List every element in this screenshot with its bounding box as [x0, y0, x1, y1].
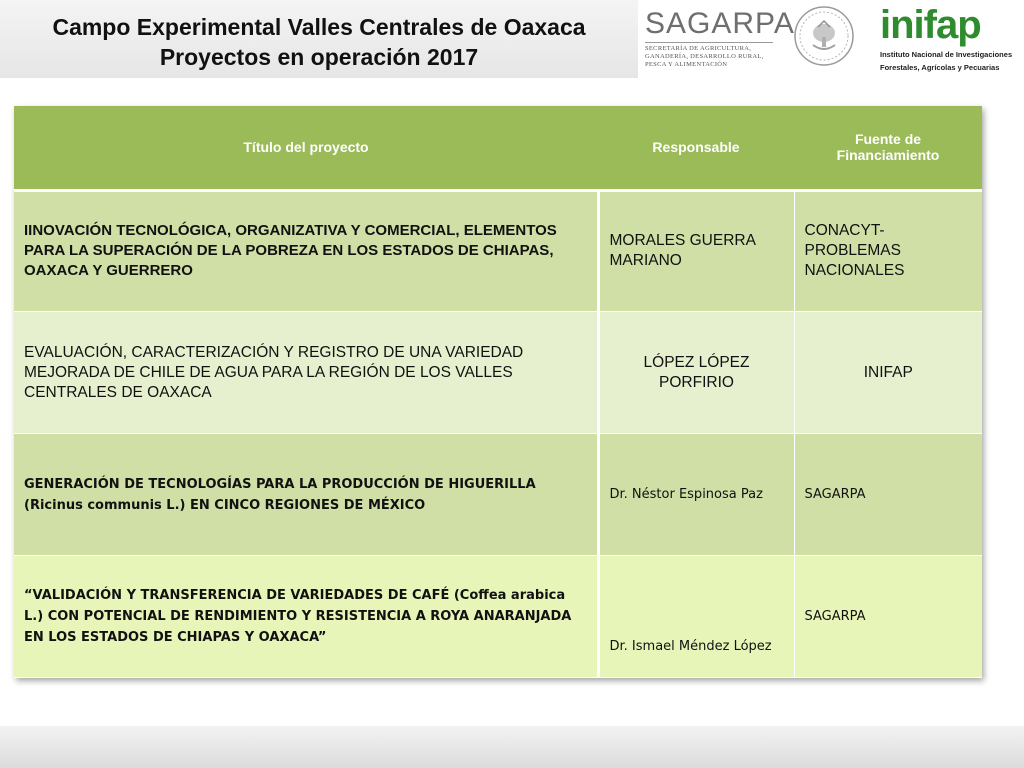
table-row [14, 556, 982, 678]
sagarpa-logo-name: SAGARPA [645, 7, 795, 40]
inifap-logo-subline: Forestales, Agrícolas y Pecuarias [880, 63, 1000, 72]
cell-fuente: SAGARPA [794, 434, 982, 556]
projects-table [14, 106, 982, 678]
sagarpa-logo [645, 7, 795, 72]
page-title: Campo Experimental Valles Centrales de Oaxaca [52, 14, 586, 40]
column-header-responsable: Responsable [598, 106, 794, 190]
mexico-coat-of-arms-icon [793, 5, 855, 67]
sagarpa-logo-subline: PESCA Y ALIMENTACIÓN [645, 61, 728, 68]
table-header-row [14, 106, 982, 190]
inifap-logo-subline: Instituto Nacional de Investigaciones [880, 50, 1013, 59]
cell-responsable: Dr. Ismael Méndez López [598, 556, 794, 678]
sagarpa-logo-rule [645, 42, 773, 43]
table-row [14, 434, 982, 556]
inifap-logo-name: inifap [880, 3, 981, 47]
title-band [0, 0, 638, 78]
column-header-fuente: Fuente de Financiamiento [794, 106, 982, 190]
cell-responsable: LÓPEZ LÓPEZ PORFIRIO [598, 312, 794, 434]
cell-project-title: EVALUACIÓN, CARACTERIZACIÓN Y REGISTRO DE UNA VARIEDAD MEJORADA DE CHILE DE AGUA PARA LA REGIÓN DE LOS VALLES CENTRALES DE OAXACA [14, 312, 598, 434]
cell-project-title: IINOVACIÓN TECNOLÓGICA, ORGANIZATIVA Y COMERCIAL, ELEMENTOS PARA LA SUPERACIÓN DE LA POBREZA EN LOS ESTADOS DE CHIAPAS, OAXACA Y GUERRERO [14, 190, 598, 312]
cell-fuente: INIFAP [794, 312, 982, 434]
sagarpa-logo-subline: GANADERÍA, DESARROLLO RURAL, [645, 53, 764, 60]
cell-fuente: CONACYT- PROBLEMAS NACIONALES [794, 190, 982, 312]
table-row [14, 312, 982, 434]
page-subtitle: Proyectos en operación 2017 [159, 44, 479, 70]
column-header-title: Título del proyecto [14, 106, 598, 190]
cell-fuente: SAGARPA [794, 556, 982, 678]
cell-project-title: “VALIDACIÓN Y TRANSFERENCIA DE VARIEDADES DE CAFÉ (Coffea arabica L.) CON POTENCIAL DE RENDIMIENTO Y RESISTENCIA A ROYA ANARANJADA EN LOS ESTADOS DE CHIAPAS Y OAXACA” [14, 556, 598, 678]
cell-project-title: GENERACIÓN DE TECNOLOGÍAS PARA LA PRODUCCIÓN DE HIGUERILLA (Ricinus communis L.) EN CINCO REGIONES DE MÉXICO [14, 434, 598, 556]
cell-responsable: MORALES GUERRA MARIANO [598, 190, 794, 312]
cell-responsable: Dr. Néstor Espinosa Paz [598, 434, 794, 556]
inifap-logo [880, 4, 1022, 74]
sagarpa-logo-subline: SECRETARÍA DE AGRICULTURA, [645, 45, 752, 52]
slide-footer-bar [0, 726, 1024, 768]
table-row [14, 190, 982, 312]
